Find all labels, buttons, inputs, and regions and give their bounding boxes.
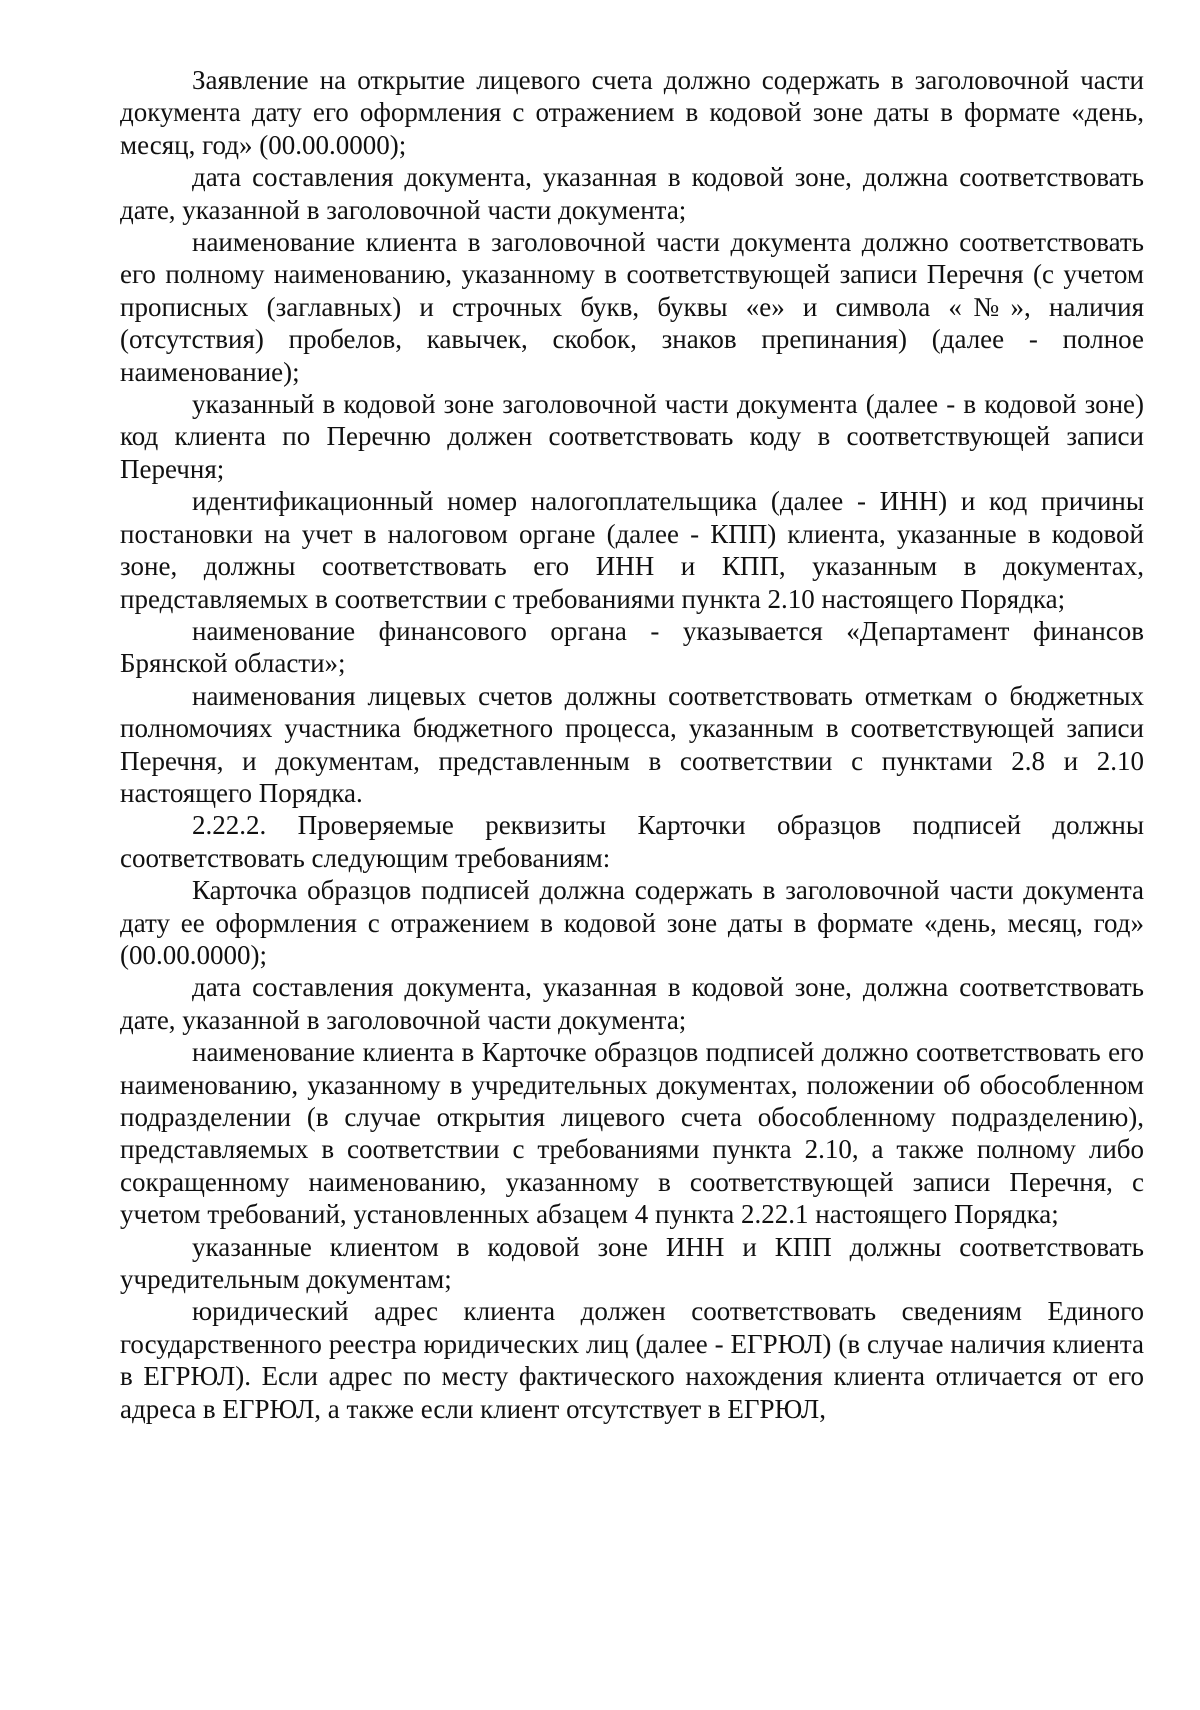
paragraph-signature-card-date: Карточка образцов подписей должна содержать в заголовочной части документа дату ее оформления с отражением в кодовой зоне даты в формате «день, месяц, год» (00.00.0000);: [120, 875, 1144, 970]
document-body: [120, 64, 1144, 1425]
paragraph-application-date: Заявление на открытие лицевого счета должно содержать в заголовочной части документа дату его оформления с отражением в кодовой зоне даты в формате «день, месяц, год» (00.00.0000);: [120, 65, 1144, 160]
paragraph-signature-card-client-name: наименование клиента в Карточке образцов подписей должно соответствовать его наименованию, указанному в учредительных документах, положении об обособленном подразделении (в случае открытия лицевого счета обособленному подразделению), представляемых в соответствии с требованиями пункта 2.10, а также полному либо сокращенному наименованию, указанному в соответствующей записи Перечня, с учетом требований, установленных абзацем 4 пункта 2.22.1 настоящего Порядка;: [120, 1037, 1144, 1230]
paragraph-finance-body: наименование финансового органа - указывается «Департамент финансов Брянской области»;: [120, 615, 1144, 679]
paragraph-legal-address: юридический адрес клиента должен соответствовать сведениям Единого государственного реестра юридических лиц (далее - ЕГРЮЛ) (в случае наличия клиента в ЕГРЮЛ). Если адрес по месту фактического нахождения клиента отличается от его адреса в ЕГРЮЛ, а также если клиент отсутствует в ЕГРЮЛ,: [120, 1296, 1144, 1424]
paragraph-inn-kpp: идентификационный номер налогоплательщика (далее - ИНН) и код причины постановки на учет в налоговом органе (далее - КПП) клиента, указанные в кодовой зоне, должны соответствовать его ИНН и КПП, указанным в документах, представляемых в соответствии с требованиями пункта 2.10 настоящего Порядка;: [120, 486, 1144, 614]
paragraph-client-code: указанный в кодовой зоне заголовочной части документа (далее - в кодовой зоне) код клиента по Перечню должен соответствовать коду в соответствующей записи Перечня;: [120, 389, 1144, 484]
paragraph-section-2-22-2: 2.22.2. Проверяемые реквизиты Карточки образцов подписей должны соответствовать следующим требованиям:: [120, 810, 1144, 873]
paragraph-compilation-date: дата составления документа, указанная в кодовой зоне, должна соответствовать дате, указанной в заголовочной части документа;: [120, 162, 1144, 225]
paragraph-signature-card-inn-kpp: указанные клиентом в кодовой зоне ИНН и КПП должны соответствовать учредительным документам;: [120, 1231, 1144, 1295]
paragraph-signature-card-compilation-date: дата составления документа, указанная в кодовой зоне, должна соответствовать дате, указанной в заголовочной части документа;: [120, 972, 1144, 1035]
paragraph-account-names: наименования лицевых счетов должны соответствовать отметкам о бюджетных полномочиях участника бюджетного процесса, указанным в соответствующей записи Перечня, и документам, представленным в соответствии с пунктами 2.8 и 2.10 настоящего Порядка.: [120, 680, 1144, 808]
paragraph-client-name: наименование клиента в заголовочной части документа должно соответствовать его полному наименованию, указанному в соответствующей записи Перечня (с учетом прописных (заглавных) и строчных букв, буквы «е» и символа «№», наличия (отсутствия) пробелов, кавычек, скобок, знаков препинания) (далее - полное наименование);: [120, 227, 1144, 387]
